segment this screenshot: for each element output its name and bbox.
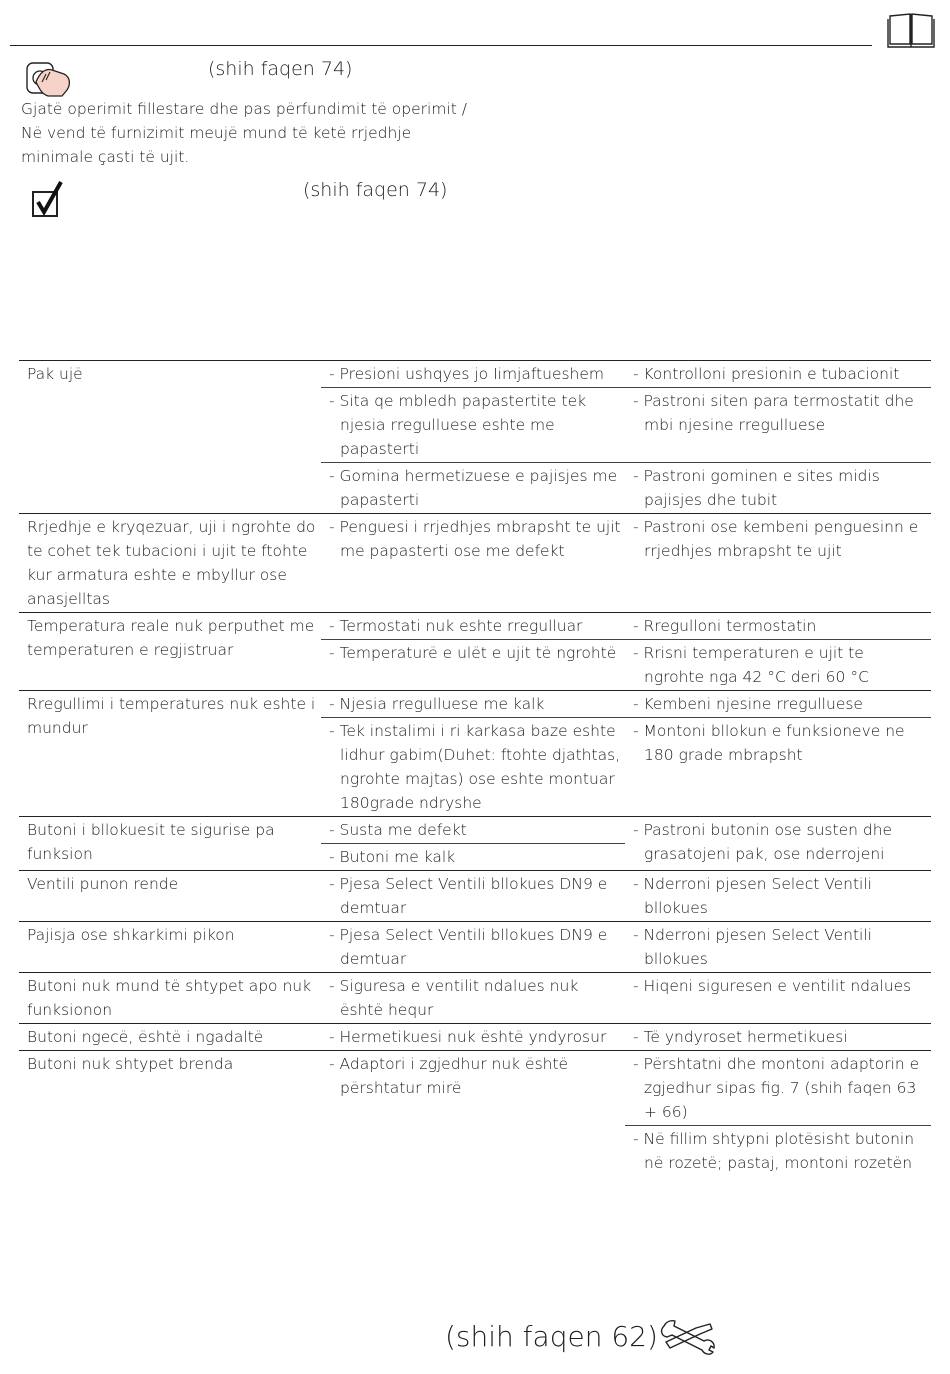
problem-cell: Rregullimi i temperatures nuk eshte i mundur xyxy=(19,691,321,817)
remedy-cell: - Rrisni temperaturen e ujit te ngrohte nga 42 °C deri 60 °C xyxy=(625,640,931,691)
problem-cell: Pajisja ose shkarkimi pikon xyxy=(19,922,321,973)
troubleshooting-table xyxy=(19,360,931,1176)
remedy-cell: - Në fillim shtypni plotësisht butonin në rozetë; pastaj, montoni rozetën xyxy=(625,1126,931,1177)
remedy-cell: - Hiqeni siguresen e ventilit ndalues xyxy=(625,973,931,1024)
remedy-cell: - Pastroni siten para termostatit dhe mbi njesine rregulluese xyxy=(625,388,931,463)
remedy-cell: - Nderroni pjesen Select Ventili bllokues xyxy=(625,922,931,973)
problem-cell: Butoni ngecë, është i ngadaltë xyxy=(19,1024,321,1051)
remedy-cell: - Përshtatni dhe montoni adaptorin e zgjedhur sipas fig. 7 (shih faqen 63 + 66) xyxy=(625,1051,931,1126)
wrench-icon xyxy=(658,1320,716,1362)
remedy-cell: - Rregulloni termostatin xyxy=(625,613,931,640)
remedy-cell: - Kontrolloni presionin e tubacionit xyxy=(625,361,931,388)
table-row xyxy=(19,613,931,640)
checkbox-check-icon xyxy=(31,180,65,222)
remedy-cell: - Nderroni pjesen Select Ventili bllokues xyxy=(625,871,931,922)
problem-cell: Ventili punon rende xyxy=(19,871,321,922)
cause-cell: - Tek instalimi i ri karkasa baze eshte lidhur gabim(Duhet: ftohte djathtas, ngrohte majtas) ose eshte montuar 180grade ndryshe xyxy=(321,718,625,817)
cause-cell: - Pjesa Select Ventili bllokues DN9 e demtuar xyxy=(321,871,625,922)
problem-cell: Temperatura reale nuk perputhet me temperaturen e regjistruar xyxy=(19,613,321,691)
problem-cell: Butoni nuk shtypet brenda xyxy=(19,1051,321,1177)
cause-cell: - Penguesi i rrjedhjes mbrapsht te ujit me papasterti ose me defekt xyxy=(321,514,625,613)
table-row xyxy=(19,871,931,922)
table-row xyxy=(19,361,931,388)
cause-cell: - Susta me defekt xyxy=(321,817,625,844)
intro-text: Gjatë operimit fillestare dhe pas përfundimit të operimit / Në vend të furnizimit meujë mund të ketë rrjedhje minimale çasti të ujit. xyxy=(21,100,467,166)
page-reference-bottom: (shih faqen 62) xyxy=(445,1320,658,1353)
cause-cell: - Temperaturë e ulët e ujit të ngrohtë xyxy=(321,640,625,691)
remedy-cell: - Pastroni butonin ose susten dhe grasatojeni pak, ose nderrojeni xyxy=(625,817,931,871)
cause-cell: - Sita qe mbledh papastertite tek njesia rregulluese eshte me papasterti xyxy=(321,388,625,463)
table-row xyxy=(19,973,931,1024)
remedy-cell: - Pastroni gominen e sites midis pajisjes dhe tubit xyxy=(625,463,931,514)
cause-cell: - Presioni ushqyes jo Iimjaftueshem xyxy=(321,361,625,388)
cause-cell: - Hermetikuesi nuk është yndyrosur xyxy=(321,1024,625,1051)
cause-cell: - Adaptori i zgjedhur nuk është përshtatur mirë xyxy=(321,1051,625,1177)
table-row xyxy=(19,1051,931,1126)
cause-cell: - Siguresa e ventilit ndalues nuk është hequr xyxy=(321,973,625,1024)
table-row xyxy=(19,691,931,718)
cause-cell: - Njesia rregulluese me kalk xyxy=(321,691,625,718)
cause-cell: - Butoni me kalk xyxy=(321,844,625,871)
remedy-cell: - Pastroni ose kembeni penguesinn e rrjedhjes mbrapsht te ujit xyxy=(625,514,931,613)
cause-cell: - Pjesa Select Ventili bllokues DN9 e demtuar xyxy=(321,922,625,973)
table-row xyxy=(19,922,931,973)
table-row xyxy=(19,817,931,844)
problem-cell: Butoni i bllokuesit te sigurise pa funksion xyxy=(19,817,321,871)
table-row xyxy=(19,1024,931,1051)
problem-cell: Pak ujë xyxy=(19,361,321,514)
problem-cell: Butoni nuk mund të shtypet apo nuk funksionon xyxy=(19,973,321,1024)
table-row xyxy=(19,514,931,613)
problem-cell: Rrjedhje e kryqezuar, uji i ngrohte do te cohet tek tubacioni i ujit te ftohte kur armatura eshte e mbyllur ose anasjelltas xyxy=(19,514,321,613)
open-book-icon xyxy=(887,10,935,52)
cause-cell: - Termostati nuk eshte rregulluar xyxy=(321,613,625,640)
remedy-cell: - Montoni bllokun e funksioneve ne 180 grade mbrapsht xyxy=(625,718,931,817)
header-rule xyxy=(10,45,872,46)
page-reference-top: (shih faqen 74) xyxy=(208,58,353,80)
cause-cell: - Gomina hermetizuese e pajisjes me papasterti xyxy=(321,463,625,514)
remedy-cell: - Kembeni njesine rregulluese xyxy=(625,691,931,718)
remedy-cell: - Të yndyroset hermetikuesi xyxy=(625,1024,931,1051)
page-reference-check: (shih faqen 74) xyxy=(303,179,448,201)
